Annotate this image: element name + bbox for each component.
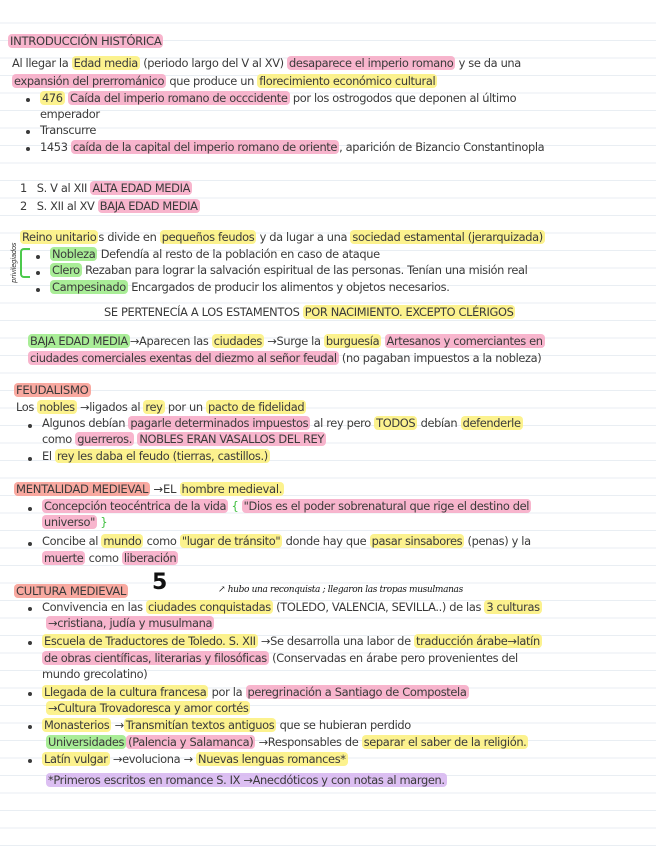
- feudalismo-heading: FEUDALISMO: [16, 383, 89, 397]
- mentalidad-bullet-teocentrica-cont: universo" }: [44, 515, 108, 529]
- feudalismo-bullet-impuestos-cont: como guerreros. NOBLES ERAN VASALLOS DEL REY: [42, 432, 324, 446]
- cultura-bullet-traductores-cont: de obras científicas, literarias y filosóficas (Conservadas en árabe pero provenientes del: [44, 651, 518, 665]
- cultura-bullet-traductores-cont2: mundo grecolatino): [42, 667, 148, 681]
- intro-line-2: expansión del prerrománico que produce un florecimiento económico cultural: [14, 74, 436, 88]
- cultura-bullet-convivencia-cont: →cristiana, judía y musulmana: [48, 616, 213, 630]
- estamento-campesinado: Campesinado Encargados de producir los alimentos y objetos necesarios.: [52, 280, 450, 294]
- feudalismo-line-1: Los nobles →ligados al rey por un pacto de fidelidad: [16, 400, 305, 414]
- bullet-dot: [28, 424, 32, 428]
- cultura-bullet-latin-note: *Primeros escritos en romance S. IX →Anecdóticos y con notas al margen.: [48, 773, 445, 787]
- cultura-bullet-latin: Latín vulgar →evoluciona → Nuevas lenguas romances*: [44, 752, 346, 766]
- cultura-bullet-francesa: Llegada de la cultura francesa por la peregrinación a Santiago de Compostela: [44, 685, 467, 699]
- bullet-dot: [26, 130, 30, 134]
- cultura-bullet-francesa-cont: →Cultura Trovadoresca y amor cortés: [48, 701, 249, 715]
- bullet-dot: [28, 692, 32, 696]
- baja-line-2: ciudades comerciales exentas del diezmo al señor feudal (no pagaban impuestos a la nobleza): [30, 351, 542, 365]
- intro-bullet-476: 476 Caída del imperio romano de occcidente por los ostrogodos que deponen al último: [42, 91, 517, 105]
- bullet-dot: [28, 759, 32, 763]
- feudalismo-bullet-impuestos: Algunos debían pagarle determinados impuestos al rey pero TODOS debían defenderle: [42, 416, 521, 430]
- estamento-nobleza: Nobleza Defendía al resto de la población en caso de ataque: [52, 247, 380, 261]
- mentalidad-bullet-mundo: Concibe al mundo como "lugar de tránsito" donde hay que pasar sinsabores (penas) y la: [42, 534, 531, 548]
- feudalismo-bullet-feudo: El rey les daba el feudo (tierras, castillos.): [42, 449, 268, 463]
- bullet-dot: [36, 288, 40, 292]
- society-intro-line: Reino unitario s divide en pequeños feudos y da lugar a una sociedad estamental (jerarquizada): [22, 230, 543, 244]
- period-item: 1 S. V al XII ALTA EDAD MEDIA: [20, 181, 191, 195]
- cultura-handwritten-note: ↗ hubo una reconquista ; llegaron las tropas musulmanas: [218, 585, 463, 595]
- bullet-dot: [26, 147, 30, 151]
- mentalidad-bullet-mundo-cont: muerte como liberación: [44, 551, 177, 565]
- bullet-dot: [28, 607, 32, 611]
- mentalidad-bullet-teocentrica: Concepción teocéntrica de la vida { "Dios es el poder sobrenatural que rige el destino del: [44, 499, 530, 513]
- period-item: 2 S. XII al XV BAJA EDAD MEDIA: [20, 199, 198, 213]
- cultura-bullet-convivencia: Convivencia en las ciudades conquistadas (TOLEDO, VALENCIA, SEVILLA..) de las 3 culturas: [42, 600, 540, 614]
- cultura-bullet-monasterios: Monasterios → Transmitían textos antiguos que se hubieran perdido: [44, 718, 411, 732]
- bullet-dot: [26, 98, 30, 102]
- bullet-dot: [28, 457, 32, 461]
- privileged-bracket: [20, 248, 30, 278]
- baja-line-1: BAJA EDAD MEDIA →Aparecen las ciudades →Surge la burguesía Artesanos y comerciantes en: [30, 334, 543, 348]
- cultura-bullet-traductores: Escuela de Traductores de Toledo. S. XII →Se desarrolla una labor de traducción árabe→latín: [44, 634, 540, 648]
- intro-heading: INTRODUCCIÓN HISTÓRICA: [10, 34, 162, 48]
- estamento-clero: Clero Rezaban para lograr la salvación espiritual de las personas. Tenían una misión real: [52, 263, 528, 277]
- cultura-bullet-universidades: Universidades (Palencia y Salamanca) →Responsables de separar el saber de la religión.: [48, 735, 527, 749]
- bullet-dot: [28, 542, 32, 546]
- intro-bullet-transcurre: Transcurre: [40, 123, 97, 137]
- intro-line-1: Al llegar la Edad media (periodo largo del V al XV) desaparece el imperio romano y se da una: [12, 56, 521, 70]
- estamentos-nacimiento-line: SE PERTENECÍA A LOS ESTAMENTOS POR NACIMIENTO. EXCEPTO CLÉRIGOS: [104, 305, 514, 319]
- cultura-heading: CULTURA MEDIEVAL: [16, 584, 126, 598]
- bullet-dot: [28, 507, 32, 511]
- privilegiados-note: privilegiados: [10, 242, 18, 283]
- cultura-number-annotation: 5: [152, 570, 167, 595]
- mentalidad-heading: MENTALIDAD MEDIEVAL →EL hombre medieval.: [16, 482, 283, 496]
- bullet-dot: [36, 255, 40, 259]
- bullet-dot: [28, 725, 32, 729]
- bullet-dot: [36, 271, 40, 275]
- intro-bullet-1453: 1453 caída de la capital del imperio romano de oriente , aparición de Bizancio Constantinopla: [40, 140, 545, 154]
- bullet-dot: [28, 641, 32, 645]
- intro-bullet-476-cont: emperador: [40, 107, 100, 121]
